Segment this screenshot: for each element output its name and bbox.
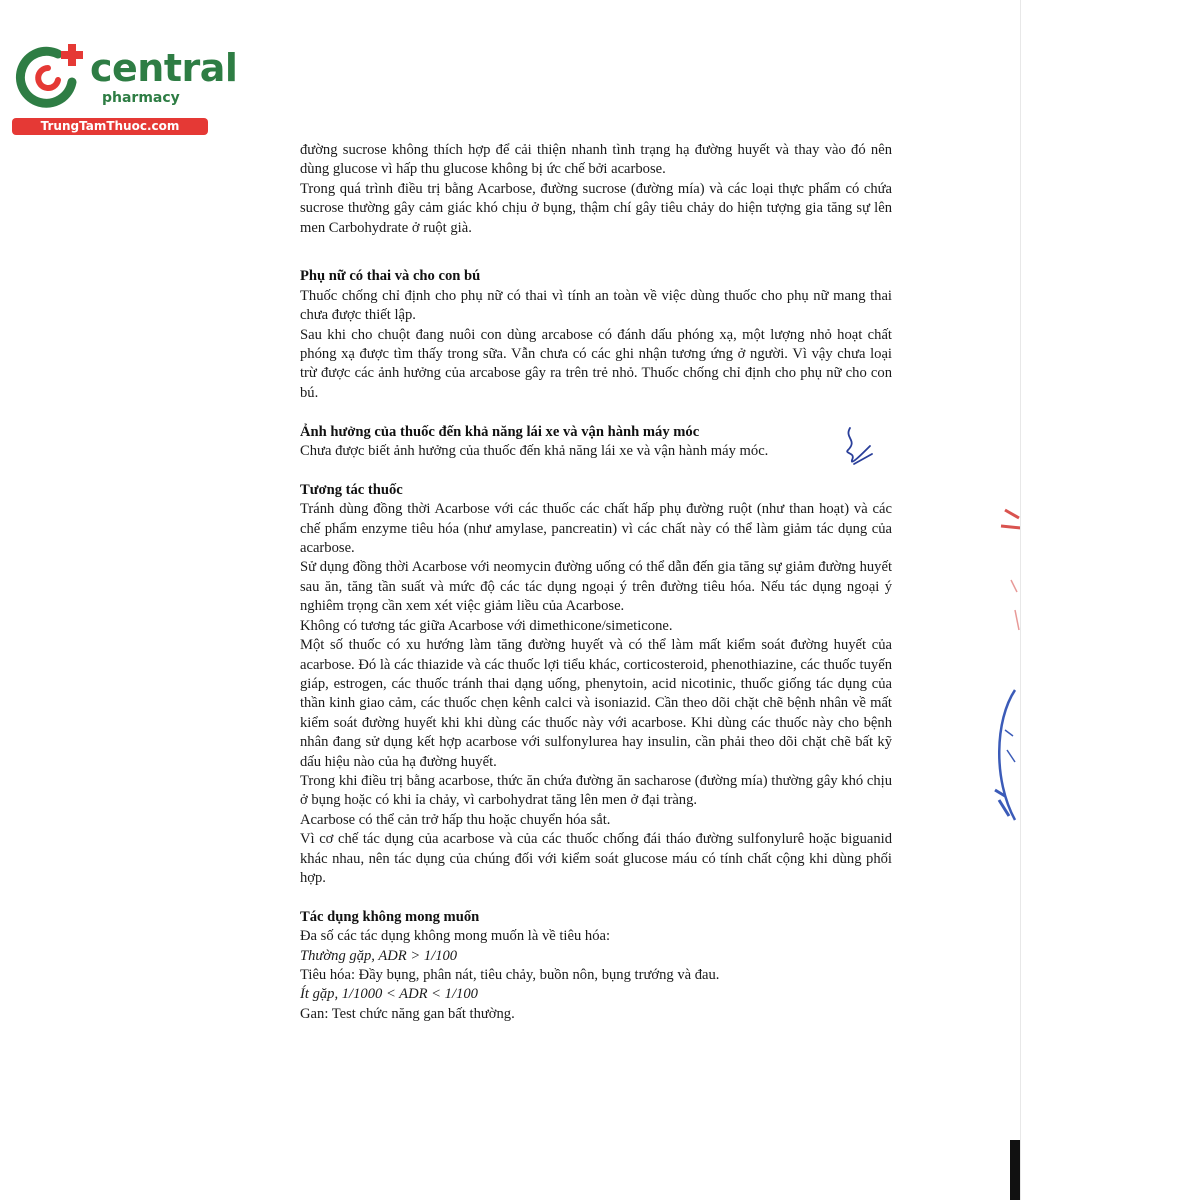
handwritten-initial-signature: [838, 424, 878, 472]
paragraph: Đa số các tác dụng không mong muốn là về tiêu hóa:: [300, 928, 611, 945]
paragraph: Trong khi điều trị bằng acarbose, thức ăn chứa đường ăn sacharose (đường mía) thường gây khó chịu ở bụng hoặc có khi ỉa chảy, vì carbohydrat tăng lên men ở đại tràng.: [300, 772, 892, 809]
logo-url: TrungTamThuoc.com: [12, 118, 208, 135]
section-heading-side-effects: Tác dụng không mong muốn: [300, 908, 480, 925]
document-body: [300, 141, 892, 1024]
logo-subtitle: pharmacy: [102, 90, 180, 106]
paragraph: đường sucrose không thích hợp để cải thiện nhanh tình trạng hạ đường huyết và thay vào đó nên dùng glucose vì hấp thu glucose không bị ức chế bởi acarbose.: [300, 142, 892, 178]
paragraph: Một số thuốc có xu hướng làm tăng đường huyết và có thể làm mất kiểm soát đường huyết của acarbose. Đó là các thiazide và các thuốc lợi tiểu khác, corticosteroid, phenothiazine, các thuốc tuyến giáp, estrogen, các thuốc tránh thai dạng uống, phenytoin, acid nicotinic, thuốc giống tác dụng của thần kinh giao cảm, các thuốc chẹn kênh calci và isoniazid. Cần theo dõi chặt chẽ bệnh nhân về mất kiểm soát đường huyết khi khi dùng các thuốc này với acarbose. Khi dùng các thuốc này cho bệnh nhân đang sử dụng kết hợp acarbose với sulfonylurea hay insulin, cần phải theo dõi chặt chẽ bất kỹ dấu hiệu nào của hạ đường huyết.: [300, 637, 892, 770]
paragraph: Tiêu hóa: Đầy bụng, phân nát, tiêu chảy, buồn nôn, bụng trướng và đau.: [300, 967, 720, 983]
frequency-label-uncommon: Ít gặp, 1/1000 < ADR < 1/100: [300, 986, 478, 1003]
frequency-label-common: Thường gặp, ADR > 1/100: [300, 947, 458, 964]
scan-edge-shadow: [1010, 1140, 1020, 1200]
paragraph: Trong quá trình điều trị bằng Acarbose, đường sucrose (đường mía) và các loại thực phẩm có chứa sucrose thường gây cảm giác khó chịu ở bụng, thậm chí gây tiêu chảy do hiện tượng gia tăng sự lên men Carbohydrate ở ruột già.: [300, 180, 892, 236]
paragraph: Gan: Test chức năng gan bất thường.: [300, 1005, 515, 1022]
paragraph: Sử dụng đồng thời Acarbose với neomycin đường uống có thể dẫn đến gia tăng sự giảm đường huyết sau ăn, tăng tần suất và mức độ các tác dụng ngoại ý trên đường tiêu hóa. Nếu tác dụng ngoại ý nghiêm trọng cần xem xét việc giảm liều của Acarbose.: [300, 559, 892, 615]
paragraph: Acarbose có thể cản trở hấp thu hoặc chuyển hóa sắt.: [300, 811, 611, 828]
paragraph: Sau khi cho chuột đang nuôi con dùng arcabose có đánh dấu phóng xạ, một lượng nhỏ hoạt chất phóng xạ được tìm thấy trong sữa. Vẫn chưa có các ghi nhận tương ứng ở người. Vì vậy chưa loại trừ được các ảnh hưởng của arcabose gây ra trên trẻ nhỏ. Thuốc chống chỉ định cho phụ nữ cho con bú.: [300, 326, 892, 401]
logo-name: central: [90, 46, 238, 90]
section-heading-driving: Ảnh hưởng của thuốc đến khả năng lái xe và vận hành máy móc: [300, 423, 700, 440]
paragraph: Không có tương tác giữa Acarbose với dimethicone/simeticone.: [300, 617, 673, 634]
central-pharmacy-logo[interactable]: [12, 38, 238, 138]
stamp-edge-mark: [985, 500, 1025, 840]
section-heading-pregnancy: Phụ nữ có thai và cho con bú: [300, 268, 481, 285]
paragraph: Vì cơ chế tác dụng của acarbose và của các thuốc chống đái tháo đường sulfonylurê hoặc biguanid khác nhau, nên tác dụng của chúng đối với kiểm soát glucose máu có tính chất cộng khi dùng phối hợp.: [300, 831, 892, 886]
paragraph: Chưa được biết ảnh hưởng của thuốc đến khả năng lái xe và vận hành máy móc.: [300, 443, 769, 460]
pharmacy-cross-icon: [12, 38, 92, 108]
section-heading-interactions: Tương tác thuốc: [300, 481, 403, 498]
paragraph: Thuốc chống chỉ định cho phụ nữ có thai vì tính an toàn về việc dùng thuốc cho phụ nữ mang thai chưa được thiết lập.: [300, 287, 892, 324]
page-margin: [1020, 0, 1200, 1200]
paragraph: Tránh dùng đồng thời Acarbose với các thuốc các chất hấp phụ đường ruột (như than hoạt) và các chế phẩm enzyme tiêu hóa (như amylase, pancreatin) vì các chất này có thể làm giảm tác dụng của acarbose.: [300, 501, 892, 557]
